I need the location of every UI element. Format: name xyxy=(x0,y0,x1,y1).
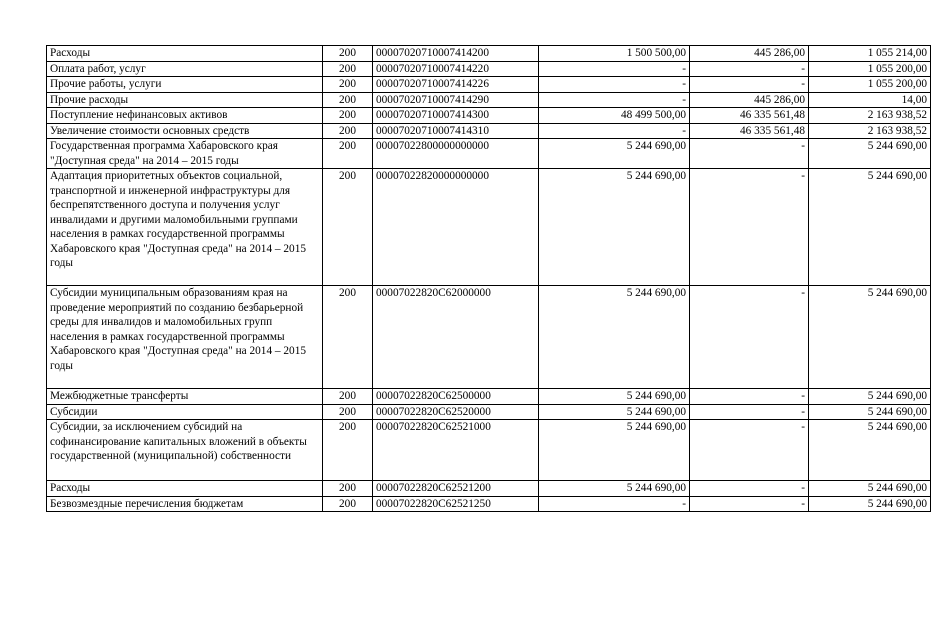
row-kbk-cell: 00007020710007414220 xyxy=(373,61,539,77)
row-executed-cell: - xyxy=(690,420,809,481)
row-approved-cell: 5 244 690,00 xyxy=(539,139,690,169)
table-row xyxy=(47,496,931,512)
row-approved-cell: - xyxy=(539,77,690,93)
row-unexecuted-cell: 5 244 690,00 xyxy=(809,389,931,405)
budget-execution-table xyxy=(46,45,931,512)
row-name-cell: Расходы xyxy=(47,481,323,497)
row-executed-cell: - xyxy=(690,61,809,77)
row-approved-cell: 5 244 690,00 xyxy=(539,286,690,389)
table-row xyxy=(47,139,931,169)
row-kbk-cell: 00007020710007414200 xyxy=(373,46,539,62)
row-kbk-cell: 00007022820С62521000 xyxy=(373,420,539,481)
row-name-cell: Увеличение стоимости основных средств xyxy=(47,123,323,139)
table-row xyxy=(47,286,931,389)
row-kbk-cell: 00007020710007414226 xyxy=(373,77,539,93)
row-code-cell: 200 xyxy=(323,286,373,389)
row-name-cell: Адаптация приоритетных объектов социальной, транспортной и инженерной инфраструктуры для беспрепятственного доступа и получения услуг инвалидами и другими маломобильными группами населения в рамках государственной программы Хабаровского края "Доступная среда" на 2014 – 2015 годы xyxy=(47,169,323,286)
row-approved-cell: - xyxy=(539,496,690,512)
row-kbk-cell: 00007022820С62500000 xyxy=(373,389,539,405)
row-code-cell: 200 xyxy=(323,77,373,93)
row-executed-cell: 46 335 561,48 xyxy=(690,123,809,139)
table-row xyxy=(47,481,931,497)
row-approved-cell: 5 244 690,00 xyxy=(539,481,690,497)
row-code-cell: 200 xyxy=(323,404,373,420)
row-executed-cell: - xyxy=(690,389,809,405)
row-code-cell: 200 xyxy=(323,389,373,405)
row-executed-cell: - xyxy=(690,404,809,420)
row-unexecuted-cell: 14,00 xyxy=(809,92,931,108)
table-row xyxy=(47,420,931,481)
row-executed-cell: 46 335 561,48 xyxy=(690,108,809,124)
table-row xyxy=(47,389,931,405)
row-name-cell: Прочие расходы xyxy=(47,92,323,108)
row-unexecuted-cell: 5 244 690,00 xyxy=(809,404,931,420)
row-name-cell: Безвозмездные перечисления бюджетам xyxy=(47,496,323,512)
table-row xyxy=(47,46,931,62)
row-approved-cell: - xyxy=(539,92,690,108)
row-unexecuted-cell: 5 244 690,00 xyxy=(809,139,931,169)
row-kbk-cell: 00007022820С62521200 xyxy=(373,481,539,497)
row-unexecuted-cell: 1 055 200,00 xyxy=(809,61,931,77)
row-kbk-cell: 00007022820С62521250 xyxy=(373,496,539,512)
table-row xyxy=(47,77,931,93)
row-unexecuted-cell: 5 244 690,00 xyxy=(809,286,931,389)
table-row xyxy=(47,404,931,420)
row-approved-cell: - xyxy=(539,123,690,139)
row-approved-cell: - xyxy=(539,61,690,77)
table-row xyxy=(47,92,931,108)
row-executed-cell: - xyxy=(690,496,809,512)
row-code-cell: 200 xyxy=(323,420,373,481)
row-approved-cell: 5 244 690,00 xyxy=(539,169,690,286)
row-executed-cell: - xyxy=(690,139,809,169)
row-code-cell: 200 xyxy=(323,169,373,286)
row-name-cell: Оплата работ, услуг xyxy=(47,61,323,77)
row-kbk-cell: 00007022820000000000 xyxy=(373,169,539,286)
row-approved-cell: 5 244 690,00 xyxy=(539,420,690,481)
table-row xyxy=(47,61,931,77)
row-name-cell: Прочие работы, услуги xyxy=(47,77,323,93)
row-unexecuted-cell: 1 055 214,00 xyxy=(809,46,931,62)
row-code-cell: 200 xyxy=(323,108,373,124)
row-executed-cell: 445 286,00 xyxy=(690,92,809,108)
row-approved-cell: 48 499 500,00 xyxy=(539,108,690,124)
row-code-cell: 200 xyxy=(323,496,373,512)
row-kbk-cell: 00007020710007414290 xyxy=(373,92,539,108)
row-name-cell: Субсидии xyxy=(47,404,323,420)
row-name-cell: Расходы xyxy=(47,46,323,62)
row-approved-cell: 1 500 500,00 xyxy=(539,46,690,62)
row-unexecuted-cell: 5 244 690,00 xyxy=(809,420,931,481)
row-unexecuted-cell: 1 055 200,00 xyxy=(809,77,931,93)
row-unexecuted-cell: 5 244 690,00 xyxy=(809,169,931,286)
row-kbk-cell: 00007022820С62520000 xyxy=(373,404,539,420)
row-code-cell: 200 xyxy=(323,139,373,169)
table-row xyxy=(47,169,931,286)
row-executed-cell: - xyxy=(690,77,809,93)
row-executed-cell: 445 286,00 xyxy=(690,46,809,62)
table-row xyxy=(47,123,931,139)
row-name-cell: Государственная программа Хабаровского края "Доступная среда" на 2014 – 2015 годы xyxy=(47,139,323,169)
row-name-cell: Межбюджетные трансферты xyxy=(47,389,323,405)
row-code-cell: 200 xyxy=(323,123,373,139)
row-code-cell: 200 xyxy=(323,481,373,497)
row-kbk-cell: 00007020710007414300 xyxy=(373,108,539,124)
row-name-cell: Субсидии муниципальным образованиям края на проведение мероприятий по созданию безбарьерной среды для инвалидов и маломобильных групп населения в рамках государственной программы Хабаровского края "Доступная среда" на 2014 – 2015 годы xyxy=(47,286,323,389)
row-unexecuted-cell: 2 163 938,52 xyxy=(809,123,931,139)
row-approved-cell: 5 244 690,00 xyxy=(539,389,690,405)
row-unexecuted-cell: 2 163 938,52 xyxy=(809,108,931,124)
row-approved-cell: 5 244 690,00 xyxy=(539,404,690,420)
row-code-cell: 200 xyxy=(323,61,373,77)
row-executed-cell: - xyxy=(690,169,809,286)
row-name-cell: Поступление нефинансовых активов xyxy=(47,108,323,124)
table-row xyxy=(47,108,931,124)
row-unexecuted-cell: 5 244 690,00 xyxy=(809,496,931,512)
row-kbk-cell: 00007020710007414310 xyxy=(373,123,539,139)
row-kbk-cell: 00007022820С62000000 xyxy=(373,286,539,389)
row-name-cell: Субсидии, за исключением субсидий на софинансирование капитальных вложений в объекты государственной (муниципальной) собственности xyxy=(47,420,323,481)
row-executed-cell: - xyxy=(690,286,809,389)
row-kbk-cell: 00007022800000000000 xyxy=(373,139,539,169)
row-code-cell: 200 xyxy=(323,46,373,62)
row-code-cell: 200 xyxy=(323,92,373,108)
row-unexecuted-cell: 5 244 690,00 xyxy=(809,481,931,497)
row-executed-cell: - xyxy=(690,481,809,497)
